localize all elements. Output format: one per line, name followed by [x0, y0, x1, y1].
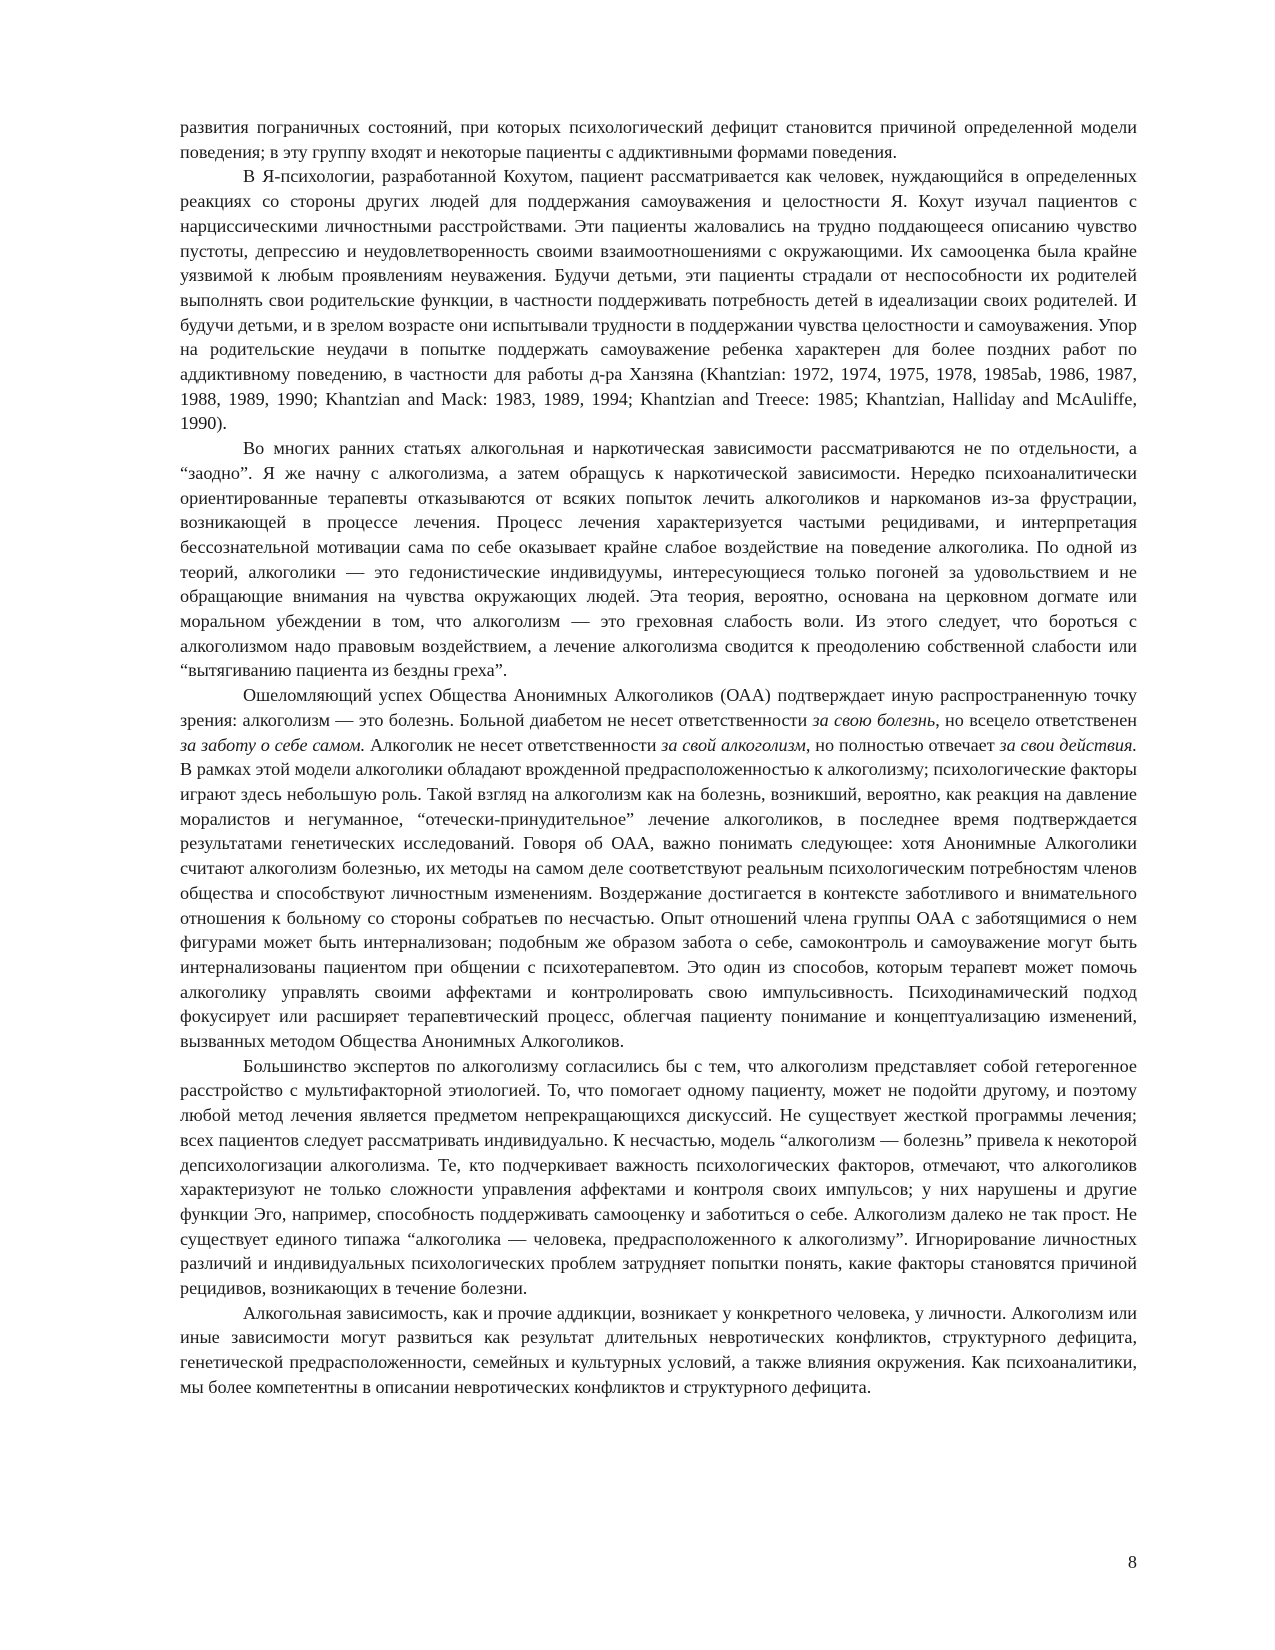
paragraph	[180, 115, 1137, 164]
paragraph	[180, 436, 1137, 683]
text-run: Алкогольная зависимость, как и прочие аддикции, возникает у конкретного человека, у личности. Алкоголизм или иные зависимости могут развиться как результат длительных невротических конфликтов, структурного дефицита, генетической предрасположенности, семейных и культурных условий, а также влияния окружения. Как психоаналитики, мы более компетентны в описании невротических конфликтов и структурного дефицита.	[180, 1302, 1137, 1397]
paragraph	[180, 683, 1137, 1054]
text-run: развития пограничных состояний, при которых психологический дефицит становится причиной определенной модели поведения; в эту группу входят и некоторые пациенты с аддиктивными формами поведения.	[180, 117, 1137, 162]
italic-text-run: за свою болезнь	[812, 709, 936, 730]
text-run: В Я-психологии, разработанной Кохутом, пациент рассматривается как человек, нуждающийся в определенных реакциях со стороны других людей для поддержания самоуважения и целостности Я. Кохут изучал пациентов с нарциссическими личностными расстройствами. Эти пациенты жаловались на трудно поддающееся описанию чувство пустоты, депрессию и неудовлетворенность своими взаимоотношениями с окружающими. Их самооценка была крайне уязвимой к любым проявлениям неуважения. Будучи детьми, эти пациенты страдали от неспособности их родителей выполнять свои родительские функции, в частности поддерживать потребность детей в идеализации своих родителей. И будучи детьми, и в зрелом возрасте они испытывали трудности в поддержании чувства целостности и самоуважения. Упор на родительские неудачи в попытке поддержать самоуважение ребенка характерен для более поздних работ по аддиктивному поведению, в частности для работы д-ра Ханзяна (Khantzian: 1972, 1974, 1975, 1978, 1985ab, 1986, 1987, 1988, 1989, 1990; Khantzian and Mack: 1983, 1989, 1994; Khantzian and Treece: 1985; Khantzian, Halliday and McAuliffe, 1990).	[180, 166, 1137, 434]
italic-text-run: за свой алкоголизм	[661, 734, 806, 755]
text-run: Большинство экспертов по алкоголизму согласились бы с тем, что алкоголизм представляет собой гетерогенное расстройство с мультифакторной этиологией. То, что помогает одному пациенту, может не подойти другому, и поэтому любой метод лечения является предметом непрекращающихся дискуссий. Не существует жесткой программы лечения; всех пациентов следует рассматривать индивидуально. К несчастью, модель “алкоголизм — болезнь” привела к некоторой депсихологизации алкоголизма. Те, кто подчеркивает важность психологических факторов, отмечают, что алкоголиков характеризуют не только сложности управления аффектами и контроля своих импульсов; у них нарушены и другие функции Эго, например, способность поддерживать самооценку и заботиться о себе. Алкоголизм далеко не так прост. Не существует единого типажа “алкоголика — человека, предрасположенного к алкоголизму”. Игнорирование личностных различий и индивидуальных психологических проблем затрудняет попытки понять, какие факторы становятся причиной рецидивов, возникающих в течение болезни.	[180, 1055, 1137, 1299]
paragraph	[180, 1054, 1137, 1301]
paragraph	[180, 1301, 1137, 1400]
document-page	[180, 115, 1137, 1400]
text-run: Во многих ранних статьях алкогольная и наркотическая зависимости рассматриваются не по отдельности, а “заодно”. Я же начну с алкоголизма, а затем обращусь к наркотической зависимости. Нередко психоаналитически ориентированные терапевты отказываются от всяких попыток лечить алкоголиков и наркоманов из-за фрустрации, возникающей в процессе лечения. Процесс лечения характеризуется частыми рецидивами, и интерпретация бессознательной мотивации сама по себе оказывает крайне слабое воздействие на поведение алкоголика. По одной из теорий, алкоголики — это гедонистические индивидуумы, интересующиеся только погоней за удовольствием и не обращающие внимания на чувства окружающих людей. Эта теория, вероятно, основана на церковном догмате или моральном убеждении в том, что алкоголизм — это греховная слабость воли. Из этого следует, что бороться с алкоголизмом надо правовым воздействием, а лечение алкоголизма сводится к преодолению собственной слабости или “вытягиванию пациента из бездны греха”.	[180, 438, 1137, 681]
text-run: Алкоголик не несет ответственности	[365, 734, 662, 755]
paragraph	[180, 164, 1137, 436]
text-run: В рамках этой модели алкоголики обладают врожденной предрасположенностью к алкоголизму; психологические факторы играют здесь небольшую роль. Такой взгляд на алкоголизм как на болезнь, возникший, вероятно, как реакция на давление моралистов и негуманное, “отечески-принудительное” лечение алкоголиков, в последнее время подтверждается результатами генетических исследований. Говоря об ОАА, важно понимать следующее: хотя Анонимные Алкоголики считают алкоголизм болезнью, их методы на самом деле соответствуют реальным психологическим потребностям членов общества и способствуют личностным изменениям. Воздержание достигается в контексте заботливого и внимательного отношения к больному со стороны собратьев по несчастью. Опыт отношений члена группы ОАА с заботящимися о нем фигурами может быть интернализован; подобным же образом забота о себе, самоконтроль и самоуважение могут быть интернализованы пациентом при общении с психотерапевтом. Это один из способов, которым терапевт может помочь алкоголику управлять своими аффектами и контролировать свою импульсивность. Психодинамический подход фокусирует или расширяет терапевтический процесс, облегчая пациенту понимание и концептуализацию изменений, вызванных методом Общества Анонимных Алкоголиков.	[180, 759, 1137, 1052]
italic-text-run: за свои действия.	[999, 734, 1138, 755]
text-run: Ошеломляющий успех Общества Анонимных Алкоголиков (ОАА) подтверждает иную распространенную точку зрения: алкоголизм — это болезнь. Больной диабетом не несет ответственности	[180, 685, 1137, 730]
text-run: , но полностью отвечает	[805, 734, 1000, 755]
page-number: 8	[1127, 1552, 1137, 1572]
italic-text-run: за заботу о себе самом.	[180, 734, 366, 755]
text-run: , но всецело ответственен	[935, 709, 1137, 730]
